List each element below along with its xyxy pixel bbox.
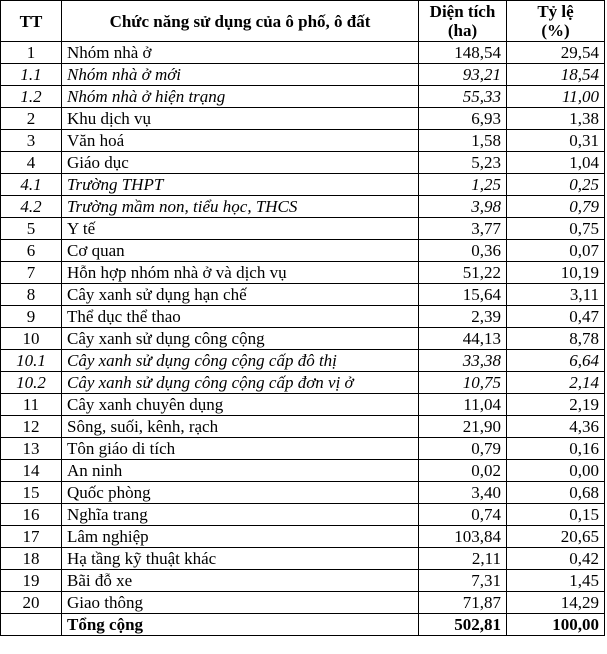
row-area: 44,13 <box>419 328 507 350</box>
row-tt: 6 <box>1 240 62 262</box>
row-ratio: 0,07 <box>507 240 605 262</box>
row-tt: 18 <box>1 548 62 570</box>
row-area: 5,23 <box>419 152 507 174</box>
row-area: 3,77 <box>419 218 507 240</box>
row-tt: 9 <box>1 306 62 328</box>
row-ratio: 2,14 <box>507 372 605 394</box>
row-area: 103,84 <box>419 526 507 548</box>
row-tt: 1 <box>1 42 62 64</box>
row-ratio: 0,15 <box>507 504 605 526</box>
table-body <box>1 42 605 614</box>
table-row <box>1 130 605 152</box>
row-tt: 1.2 <box>1 86 62 108</box>
row-ratio: 10,19 <box>507 262 605 284</box>
row-ratio: 0,47 <box>507 306 605 328</box>
row-area: 11,04 <box>419 394 507 416</box>
table-row <box>1 240 605 262</box>
table-row <box>1 64 605 86</box>
row-area: 55,33 <box>419 86 507 108</box>
table-row <box>1 416 605 438</box>
row-ratio: 2,19 <box>507 394 605 416</box>
row-area: 93,21 <box>419 64 507 86</box>
row-tt: 4.2 <box>1 196 62 218</box>
row-function: Trường mầm non, tiểu học, THCS <box>62 196 419 218</box>
row-area: 15,64 <box>419 284 507 306</box>
row-function: Nghĩa trang <box>62 504 419 526</box>
row-function: Hỗn hợp nhóm nhà ở và dịch vụ <box>62 262 419 284</box>
table-row <box>1 328 605 350</box>
table-row <box>1 284 605 306</box>
total-row <box>1 614 605 636</box>
row-area: 3,40 <box>419 482 507 504</box>
row-tt: 7 <box>1 262 62 284</box>
row-ratio: 0,00 <box>507 460 605 482</box>
header-ratio <box>507 1 605 42</box>
row-function: Cơ quan <box>62 240 419 262</box>
row-function: Giao thông <box>62 592 419 614</box>
row-area: 33,38 <box>419 350 507 372</box>
total-ratio: 100,00 <box>507 614 605 636</box>
table-row <box>1 482 605 504</box>
row-function: Cây xanh chuyên dụng <box>62 394 419 416</box>
table-row <box>1 196 605 218</box>
row-area: 6,93 <box>419 108 507 130</box>
row-tt: 10.2 <box>1 372 62 394</box>
row-function: Lâm nghiệp <box>62 526 419 548</box>
row-function: Tôn giáo di tích <box>62 438 419 460</box>
total-tt <box>1 614 62 636</box>
table-row <box>1 108 605 130</box>
header-area-line2: (ha) <box>447 21 478 40</box>
row-tt: 3 <box>1 130 62 152</box>
row-ratio: 3,11 <box>507 284 605 306</box>
row-ratio: 20,65 <box>507 526 605 548</box>
row-tt: 11 <box>1 394 62 416</box>
row-function: An ninh <box>62 460 419 482</box>
header-function: Chức năng sử dụng của ô phố, ô đất <box>62 1 419 42</box>
row-ratio: 0,75 <box>507 218 605 240</box>
header-tt: TT <box>1 1 62 42</box>
row-ratio: 8,78 <box>507 328 605 350</box>
row-function: Nhóm nhà ở hiện trạng <box>62 86 419 108</box>
row-function: Cây xanh sử dụng hạn chế <box>62 284 419 306</box>
header-area <box>419 1 507 42</box>
row-ratio: 0,68 <box>507 482 605 504</box>
row-function: Văn hoá <box>62 130 419 152</box>
row-function: Giáo dục <box>62 152 419 174</box>
total-area: 502,81 <box>419 614 507 636</box>
row-area: 51,22 <box>419 262 507 284</box>
row-area: 148,54 <box>419 42 507 64</box>
header-row <box>1 1 605 42</box>
table-row <box>1 86 605 108</box>
row-area: 10,75 <box>419 372 507 394</box>
row-ratio: 14,29 <box>507 592 605 614</box>
row-function: Cây xanh sử dụng công cộng <box>62 328 419 350</box>
row-tt: 16 <box>1 504 62 526</box>
row-ratio: 1,38 <box>507 108 605 130</box>
row-area: 0,79 <box>419 438 507 460</box>
row-tt: 2 <box>1 108 62 130</box>
row-tt: 4.1 <box>1 174 62 196</box>
row-tt: 5 <box>1 218 62 240</box>
table-row <box>1 174 605 196</box>
table-row <box>1 152 605 174</box>
row-tt: 14 <box>1 460 62 482</box>
row-ratio: 0,16 <box>507 438 605 460</box>
row-ratio: 0,42 <box>507 548 605 570</box>
table-row <box>1 548 605 570</box>
row-area: 1,58 <box>419 130 507 152</box>
table-row <box>1 218 605 240</box>
row-function: Cây xanh sử dụng công cộng cấp đô thị <box>62 350 419 372</box>
header-ratio-line1: Tỷ lệ <box>537 2 574 21</box>
table-row <box>1 504 605 526</box>
row-area: 71,87 <box>419 592 507 614</box>
row-function: Nhóm nhà ở <box>62 42 419 64</box>
row-tt: 4 <box>1 152 62 174</box>
table-row <box>1 262 605 284</box>
row-area: 0,74 <box>419 504 507 526</box>
row-area: 21,90 <box>419 416 507 438</box>
row-function: Trường THPT <box>62 174 419 196</box>
table-row <box>1 306 605 328</box>
row-ratio: 0,79 <box>507 196 605 218</box>
table-row <box>1 526 605 548</box>
table-row <box>1 570 605 592</box>
row-function: Nhóm nhà ở mới <box>62 64 419 86</box>
row-function: Cây xanh sử dụng công cộng cấp đơn vị ở <box>62 372 419 394</box>
row-ratio: 29,54 <box>507 42 605 64</box>
row-tt: 10.1 <box>1 350 62 372</box>
row-ratio: 18,54 <box>507 64 605 86</box>
row-tt: 12 <box>1 416 62 438</box>
row-area: 2,11 <box>419 548 507 570</box>
table-row <box>1 592 605 614</box>
row-area: 3,98 <box>419 196 507 218</box>
row-tt: 17 <box>1 526 62 548</box>
row-tt: 13 <box>1 438 62 460</box>
header-ratio-line2: (%) <box>541 21 570 40</box>
table-row <box>1 350 605 372</box>
table-row <box>1 394 605 416</box>
row-tt: 1.1 <box>1 64 62 86</box>
row-ratio: 1,45 <box>507 570 605 592</box>
table-row <box>1 372 605 394</box>
row-ratio: 11,00 <box>507 86 605 108</box>
row-area: 0,36 <box>419 240 507 262</box>
table-row <box>1 460 605 482</box>
row-tt: 15 <box>1 482 62 504</box>
row-ratio: 1,04 <box>507 152 605 174</box>
row-function: Khu dịch vụ <box>62 108 419 130</box>
row-tt: 19 <box>1 570 62 592</box>
row-ratio: 4,36 <box>507 416 605 438</box>
row-tt: 20 <box>1 592 62 614</box>
row-area: 7,31 <box>419 570 507 592</box>
row-function: Thể dục thể thao <box>62 306 419 328</box>
row-ratio: 0,31 <box>507 130 605 152</box>
row-area: 1,25 <box>419 174 507 196</box>
total-label: Tổng cộng <box>62 614 419 636</box>
row-function: Quốc phòng <box>62 482 419 504</box>
row-function: Sông, suối, kênh, rạch <box>62 416 419 438</box>
row-function: Bãi đỗ xe <box>62 570 419 592</box>
row-function: Y tế <box>62 218 419 240</box>
row-tt: 8 <box>1 284 62 306</box>
row-function: Hạ tầng kỹ thuật khác <box>62 548 419 570</box>
row-area: 2,39 <box>419 306 507 328</box>
row-tt: 10 <box>1 328 62 350</box>
row-area: 0,02 <box>419 460 507 482</box>
header-area-line1: Diện tích <box>429 2 496 21</box>
row-ratio: 6,64 <box>507 350 605 372</box>
table-row <box>1 438 605 460</box>
table-row <box>1 42 605 64</box>
row-ratio: 0,25 <box>507 174 605 196</box>
